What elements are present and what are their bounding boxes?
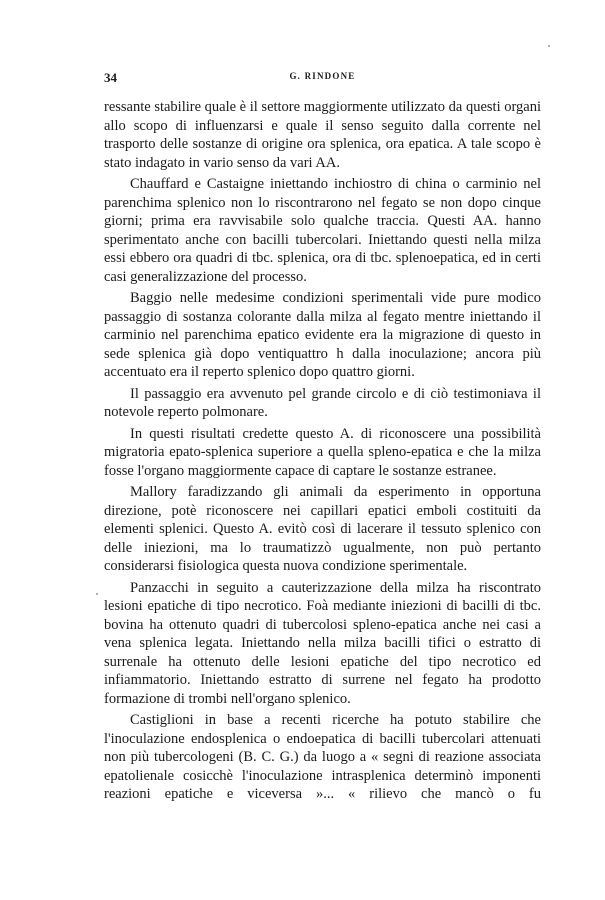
paragraph-risultati: In questi risultati credette questo A. di riconoscere una possibilità migratoria epato-splenica superiore a quella spleno-epatica e che la milza fosse l'organo maggiormente capace di captare le sostanze estranee.	[104, 425, 541, 479]
running-title: G. RINDONE	[289, 71, 356, 81]
scan-speck	[96, 593, 98, 595]
running-header	[104, 70, 541, 86]
paragraph-mallory: Mallory faradizzando gli animali da esperimento in opportuna direzione, potè riconoscere nei capillari epatici emboli costituiti da elementi splenici. Questo A. evitò così di lacerare il tessuto splenico con delle iniezioni, ma lo traumatizzò ugualmente, non può pertanto considerarsi fisiologica questa nuova condizione sperimentale.	[104, 484, 541, 574]
page-number: 34	[104, 70, 117, 85]
paragraph-baggio: Baggio nelle medesime condizioni sperimentali vide pure modico passaggio di sostanza colorante dalla milza al fegato mentre iniettando il carminio nel parenchima epatico evidente era la migrazione di questo in sede splenica già dopo ventiquattro h dalla inoculazione; ancora più accentuato era il reperto splenico dopo quattro giorni.	[104, 290, 541, 380]
paragraph-panzacchi: Panzacchi in seguito a cauterizzazione della milza ha riscontrato lesioni epatiche di tipo necrotico. Foà mediante iniezioni di bacilli di tbc. bovina ha ottenuto quadri di tubercolosi spleno-epatica anche nei casi a vena splenica legata. Iniettando nella milza bacilli tifici o estratto di surrenale ha ottenuto delle lesioni epatiche del tipo necrotico ed infiammatorio. Iniettando estratto di surrene nel fegato ha prodotto formazione di trombi nell'organo splenico.	[104, 579, 541, 707]
paragraph-chauffard-castaigne: Chauffard e Castaigne iniettando inchiostro di china o carminio nel parenchima splenico non lo riscontrarono nel fegato se non dopo cinque giorni; prima era ravvisabile solo qualche traccia. Questi AA. hanno sperimentato anche con bacilli tubercolari. Iniettando questi nella milza essi ebbero ora quadri di tbc. splenica, ora di tbc. splenoepatica, ed in certi casi generalizzazione del processo.	[104, 176, 541, 285]
scan-speck	[548, 45, 550, 47]
paragraph-continuation: ressante stabilire quale è il settore maggiormente utilizzato da questi organi allo scopo di influenzarsi e quale il senso seguito dalla corrente nel trasporto delle sostanze di origine ora splenica, ora epatica. A tale scopo è stato indagato in vario senso da vari AA.	[104, 99, 542, 171]
body-text	[104, 98, 541, 807]
paragraph-passaggio: Il passaggio era avvenuto pel grande circolo e di ciò testimoniava il notevole reperto polmonare.	[104, 385, 541, 420]
paragraph-castiglioni: Castiglioni in base a recenti ricerche ha potuto stabilire che l'inoculazione endosplenica o endoepatica di bacilli tubercolari attenuati non più tubercologeni (B. C. G.) da luogo a « segni di reazione associata epatolienale cosicchè l'inoculazione intrasplenica determinò imponenti reazioni epatiche e viceversa »... « rilievo che mancò o fu	[104, 712, 541, 802]
